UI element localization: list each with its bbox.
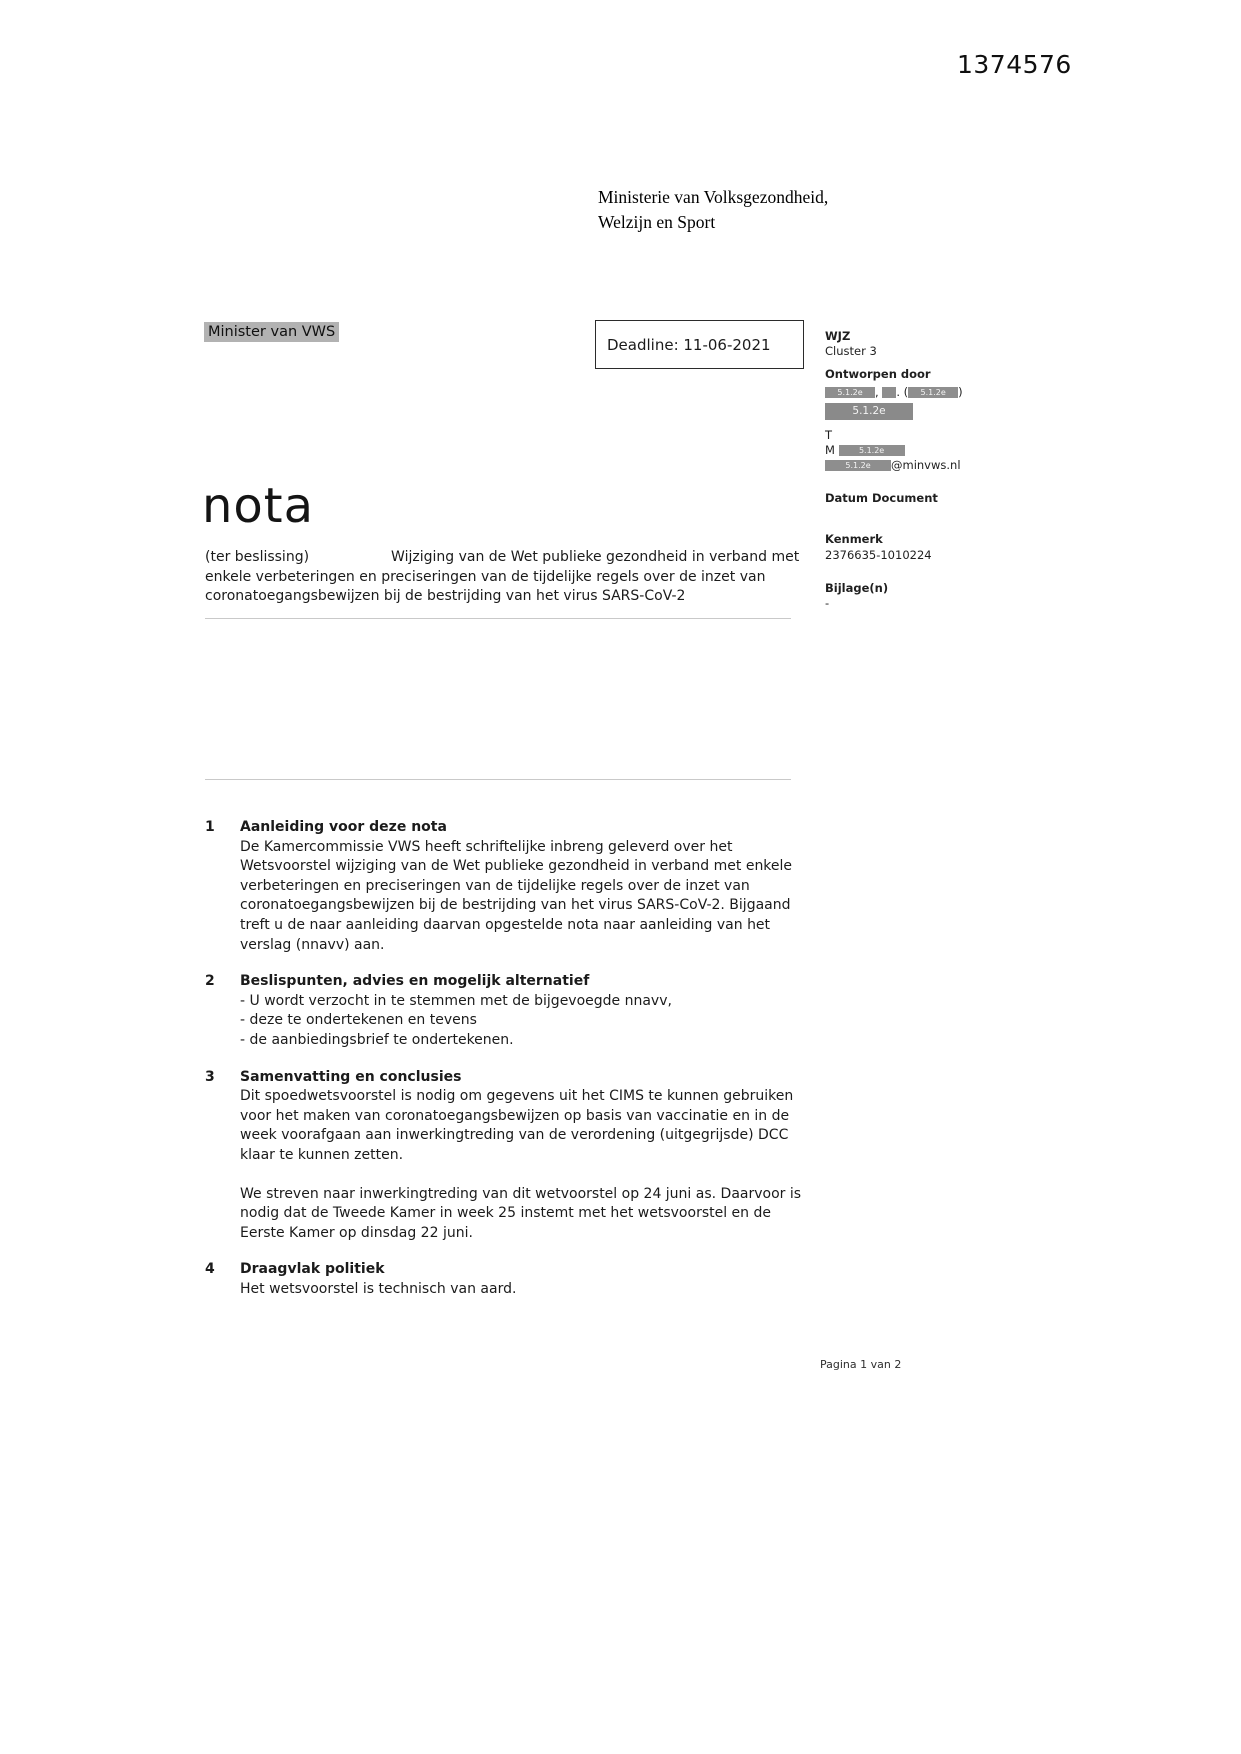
bijlage-value: - bbox=[825, 595, 830, 610]
ontworpen-names-line bbox=[825, 385, 1025, 400]
bijlage-block bbox=[825, 581, 1025, 611]
section-paragraph: - U wordt verzocht in te stemmen met de bijgevoegde nnavv, bbox=[240, 992, 672, 1009]
ministry-name bbox=[598, 185, 828, 236]
redaction-bar bbox=[882, 387, 896, 398]
page-footer: Pagina 1 van 2 bbox=[820, 1358, 902, 1371]
section-paragraph: Dit spoedwetsvoorstel is nodig om gegevens uit het CIMS te kunnen gebruiken voor het maken van coronatoegangsbewijzen op basis van vaccinatie en in de week voorafgaan aan inwerkingtreding van de verordening (uitgegrijsde) DCC klaar te kunnen zetten. bbox=[240, 1088, 794, 1163]
nota-title: nota bbox=[202, 478, 315, 534]
section-number: 2 bbox=[205, 973, 215, 990]
section-heading: Samenvatting en conclusies bbox=[240, 1068, 462, 1085]
section-number: 4 bbox=[205, 1261, 215, 1278]
subject-block bbox=[205, 548, 805, 607]
section-samenvatting bbox=[205, 1068, 819, 1244]
section-number: 1 bbox=[205, 819, 215, 835]
sections-container bbox=[205, 818, 819, 1316]
section-heading: Beslispunten, advies en mogelijk alternatief bbox=[240, 973, 590, 990]
redaction-bar-large: 5.1.2e bbox=[825, 403, 913, 420]
separator-text: ) bbox=[958, 384, 963, 399]
redaction-bar: 5.1.2e bbox=[825, 460, 891, 471]
ministry-line-2: Welzijn en Sport bbox=[598, 212, 716, 233]
section-content bbox=[240, 972, 819, 1050]
section-paragraph: Het wetsvoorstel is technisch van aard. bbox=[240, 1280, 517, 1297]
section-beslispunten bbox=[205, 972, 819, 1050]
contact-block bbox=[825, 428, 1025, 474]
redaction-bar: 5.1.2e bbox=[908, 387, 958, 398]
separator-text: . ( bbox=[896, 384, 909, 399]
section-content bbox=[240, 1260, 819, 1299]
redaction-bar: 5.1.2e bbox=[825, 387, 875, 398]
meta-column bbox=[825, 329, 1025, 619]
recipient-highlight: Minister van VWS bbox=[204, 322, 339, 342]
mobile-label: M bbox=[825, 442, 835, 457]
bijlage-label: Bijlage(n) bbox=[825, 580, 889, 595]
separator-text: , bbox=[875, 384, 883, 399]
section-number: 3 bbox=[205, 1068, 215, 1085]
kenmerk-value: 2376635-1010224 bbox=[825, 547, 932, 562]
phone-label: T bbox=[825, 427, 833, 442]
datum-label: Datum Document bbox=[825, 491, 938, 506]
section-paragraph: - deze te ondertekenen en tevens bbox=[240, 1012, 477, 1029]
kenmerk-block bbox=[825, 532, 1025, 562]
horizontal-rule bbox=[205, 618, 791, 619]
email-line bbox=[825, 458, 1025, 473]
deadline-text: Deadline: 11-06-2021 bbox=[607, 335, 771, 354]
mobile-line bbox=[825, 443, 1025, 458]
subject-text: Wijziging van de Wet publieke gezondheid in verband met enkele verbeteringen en preciseringen van de tijdelijke regels over de inzet van coronatoegangsbewijzen bij de bestrijding van het virus SARS-CoV-2 bbox=[205, 549, 800, 605]
section-content bbox=[240, 1068, 819, 1244]
ontworpen-label: Ontworpen door bbox=[825, 367, 931, 382]
department-block bbox=[825, 329, 1025, 359]
section-content bbox=[240, 818, 819, 955]
section-draagvlak bbox=[205, 1260, 819, 1299]
section-heading: Aanleiding voor deze nota bbox=[240, 819, 447, 835]
cluster-name: Cluster 3 bbox=[825, 344, 877, 359]
document-number: 1374576 bbox=[957, 50, 1072, 79]
horizontal-rule bbox=[205, 779, 791, 780]
section-paragraph: De Kamercommissie VWS heeft schriftelijke inbreng geleverd over het Wetsvoorstel wijziging van de Wet publieke gezondheid in verband met enkele verbeteringen en preciseringen van de tijdelijke regels over de inzet van coronatoegangsbewijzen bij de bestrijding van het virus SARS-CoV-2. Bijgaand treft u de naar aanleiding daarvan opgestelde nota naar aanleiding van het verslag (nnavv) aan. bbox=[240, 838, 793, 953]
email-suffix: @minvws.nl bbox=[891, 458, 961, 473]
ontworpen-block bbox=[825, 367, 1025, 419]
deadline-box bbox=[595, 320, 804, 369]
department-name: WJZ bbox=[825, 329, 851, 343]
section-aanleiding bbox=[205, 818, 819, 955]
redaction-bar: 5.1.2e bbox=[839, 445, 905, 456]
section-paragraph: - de aanbiedingsbrief te ondertekenen. bbox=[240, 1031, 514, 1048]
ter-beslissing-label: (ter beslissing) bbox=[205, 549, 310, 565]
section-heading: Draagvlak politiek bbox=[240, 1261, 385, 1278]
ministry-line-1: Ministerie van Volksgezondheid, bbox=[598, 187, 829, 207]
datum-block bbox=[825, 491, 1025, 506]
kenmerk-label: Kenmerk bbox=[825, 532, 883, 547]
section-paragraph: We streven naar inwerkingtreding van dit wetvoorstel op 24 juni as. Daarvoor is nodig dat de Tweede Kamer in week 25 instemt met het wetsvoorstel en de Eerste Kamer op dinsdag 22 juni. bbox=[240, 1185, 802, 1241]
